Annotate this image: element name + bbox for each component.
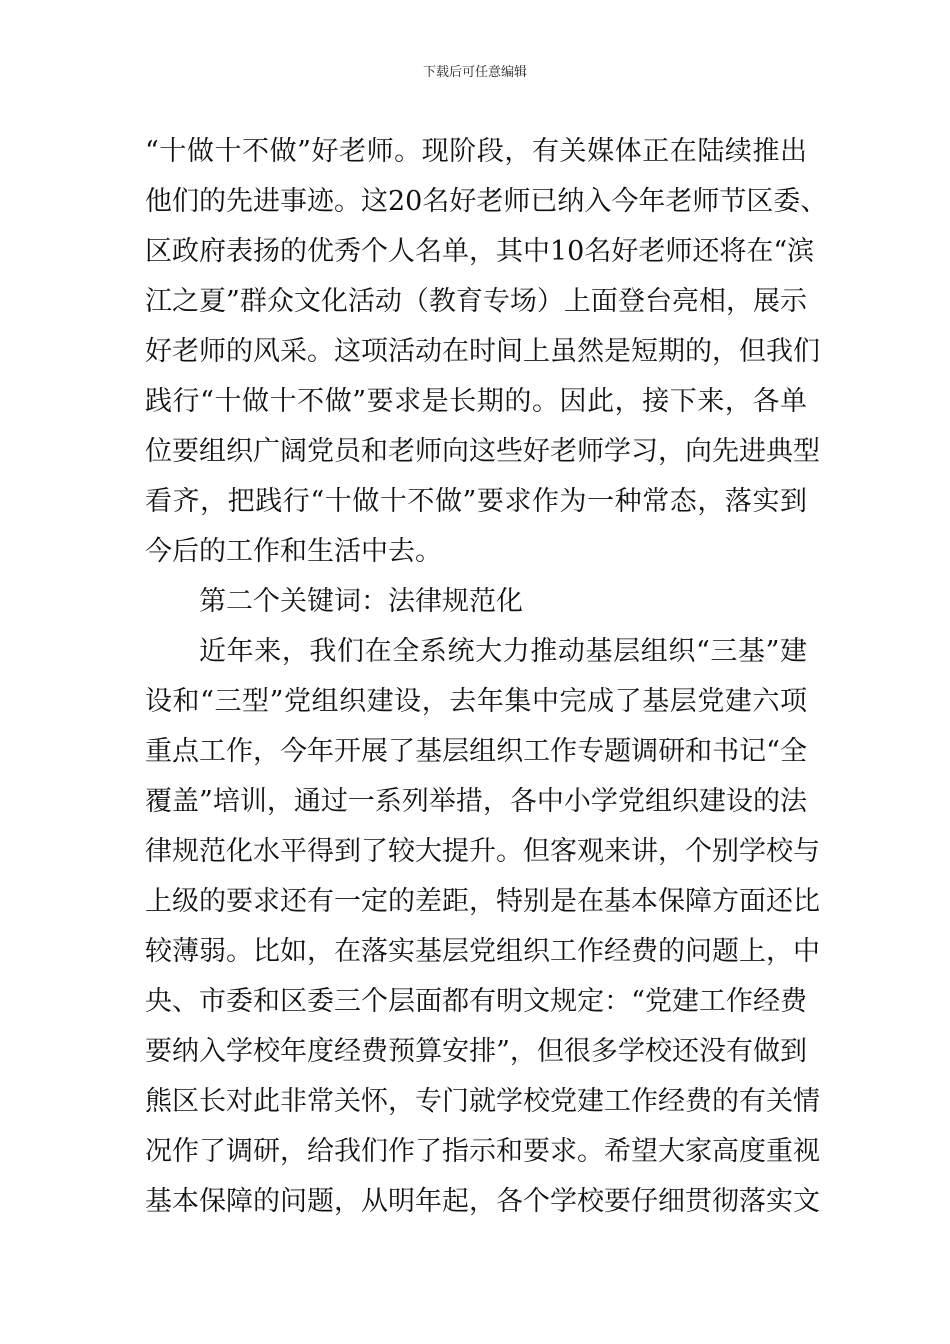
paragraph-line: 好老师的风采。这项活动在时间上虽然是短期的，但我们 [145,336,820,367]
paragraph-line: 况作了调研，给我们作了指示和要求。希望大家高度重视 [145,1136,820,1167]
paragraph-line: 位要组织广阔党员和老师向这些好老师学习，向先进典型 [145,436,820,467]
paragraph-line: 基本保障的问题，从明年起，各个学校要仔细贯彻落实文 [145,1186,820,1217]
paragraph-line: 较薄弱。比如，在落实基层党组织工作经费的问题上，中 [145,936,820,967]
paragraph-line: 江之夏”群众文化活动（教育专场）上面登台亮相，展示 [145,286,807,317]
page-header: 下载后可任意编辑 [422,65,527,80]
paragraph-line: “十做十不做”好老师。现阶段，有关媒体正在陆续推出 [145,136,807,167]
paragraph-line: 上级的要求还有一定的差距，特别是在基本保障方面还比 [145,886,820,917]
paragraph-line: 熊区长对此非常关怀，专门就学校党建工作经费的有关情 [145,1086,820,1117]
document-body [145,127,828,1227]
paragraph-line: 践行“十做十不做”要求是长期的。因此，接下来，各单 [145,386,807,417]
paragraph-line: 设和“三型”党组织建设，去年集中完成了基层党建六项 [145,686,807,717]
paragraph-line: 律规范化水平得到了较大提升。但客观来讲，个别学校与 [145,836,820,867]
paragraph-line: 区政府表扬的优秀个人名单，其中10名好老师还将在“滨 [145,236,815,267]
paragraph-line: 今后的工作和生活中去。 [145,536,442,567]
paragraph-line: 他们的先进事迹。这20名好老师已纳入今年老师节区委、 [145,186,828,217]
paragraph-line: 看齐，把践行“十做十不做”要求作为一种常态，落实到 [145,486,807,517]
paragraph-line: 要纳入学校年度经费预算安排”，但很多学校还没有做到 [145,1036,807,1067]
section-heading: 第二个关键词：法律规范化 [199,586,523,617]
paragraph-line: 央、市委和区委三个层面都有明文规定：“党建工作经费 [145,986,807,1017]
paragraph-line: 近年来，我们在全系统大力推动基层组织“三基”建 [199,636,807,667]
paragraph-line: 覆盖”培训，通过一系列举措，各中小学党组织建设的法 [145,786,807,817]
paragraph-line: 重点工作，今年开展了基层组织工作专题调研和书记“全 [145,736,807,767]
